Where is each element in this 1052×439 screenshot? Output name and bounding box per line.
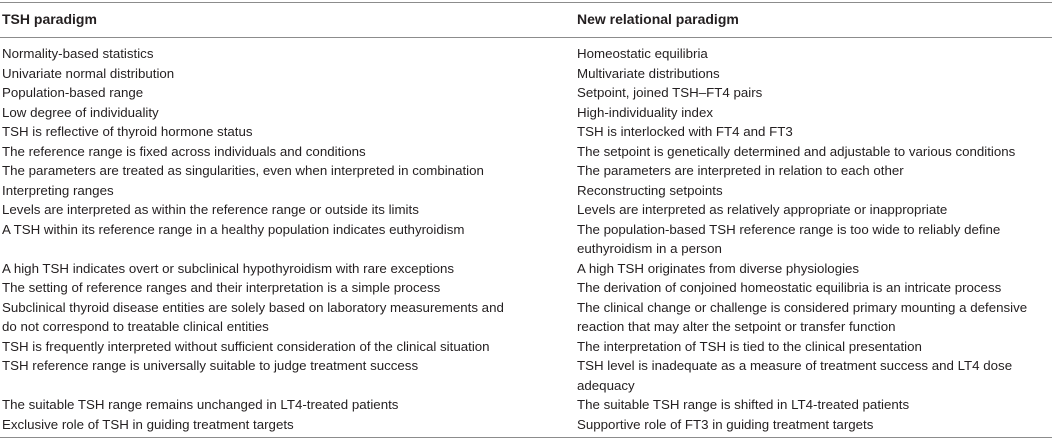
table-header-row [0, 8, 1052, 34]
cell-tsh-paradigm [0, 298, 560, 337]
cell-text: Univariate normal distribution [2, 65, 175, 81]
cell-new-relational-paradigm [577, 181, 1052, 201]
cell-tsh-paradigm [0, 415, 560, 435]
cell-new-relational-paradigm [577, 337, 1052, 357]
cell-text: Normality-based statistics [2, 46, 154, 61]
cell-text: The reference range is fixed across individuals and conditions [2, 143, 366, 159]
cell-text: Multivariate distributions [577, 65, 720, 81]
cell-new-relational-paradigm [577, 200, 1052, 220]
cell-new-relational-paradigm [577, 161, 1052, 181]
cell-text [2, 239, 560, 259]
table-row [0, 356, 1052, 395]
cell-text: Low degree of individuality [2, 104, 159, 120]
cell-new-relational-paradigm [577, 298, 1052, 337]
cell-new-relational-paradigm [577, 259, 1052, 279]
cell-tsh-paradigm [0, 200, 560, 220]
table-row [0, 83, 1052, 103]
cell-text: The suitable TSH range remains unchanged in LT4-treated patients [2, 397, 399, 412]
cell-text: The parameters are interpreted in relation to each other [577, 163, 904, 178]
cell-text: TSH is interlocked with FT4 and FT3 [577, 124, 793, 139]
table-row [0, 44, 1052, 64]
cell-new-relational-paradigm [577, 103, 1052, 123]
cell-text: Homeostatic equilibria [577, 46, 708, 61]
cell-text: A TSH within its reference range in a healthy population indicates euthyroidism [2, 221, 465, 237]
cell-tsh-paradigm [0, 356, 560, 395]
cell-new-relational-paradigm [577, 220, 1052, 259]
cell-text: Levels are interpreted as relatively appropriate or inappropriate [577, 202, 948, 217]
cell-text: The setting of reference ranges and their interpretation is a simple process [2, 280, 441, 295]
cell-new-relational-paradigm [577, 278, 1052, 298]
table-row [0, 103, 1052, 123]
table-top-rule [0, 2, 1052, 3]
cell-new-relational-paradigm [577, 395, 1052, 415]
cell-text: Supportive role of FT3 in guiding treatment targets [577, 416, 874, 432]
cell-new-relational-paradigm [577, 415, 1052, 435]
table-row [0, 298, 1052, 337]
table-row [0, 395, 1052, 415]
cell-text: A high TSH indicates overt or subclinical hypothyroidism with rare exceptions [2, 260, 455, 276]
cell-text: The setpoint is genetically determined and adjustable to various conditions [577, 143, 1016, 159]
cell-text: The suitable TSH range is shifted in LT4-treated patients [577, 397, 910, 412]
cell-text: reaction that may alter the setpoint or transfer function [577, 319, 896, 334]
cell-text: The interpretation of TSH is tied to the clinical presentation [577, 338, 922, 354]
cell-text: The clinical change or challenge is considered primary mounting a defensive [577, 299, 1028, 315]
table-bottom-rule [0, 437, 1052, 438]
column-header-new-relational-paradigm: New relational paradigm [577, 11, 739, 27]
column-header-tsh-paradigm: TSH paradigm [2, 11, 97, 27]
cell-text: euthyroidism in a person [577, 241, 722, 256]
table-body [0, 44, 1052, 434]
table-row [0, 259, 1052, 279]
table-row [0, 161, 1052, 181]
cell-tsh-paradigm [0, 337, 560, 357]
table-row [0, 122, 1052, 142]
cell-new-relational-paradigm [577, 83, 1052, 103]
table-header-rule [0, 37, 1052, 38]
cell-text: A high TSH originates from diverse physiologies [577, 260, 860, 276]
cell-tsh-paradigm [0, 278, 560, 298]
cell-tsh-paradigm [0, 161, 560, 181]
cell-new-relational-paradigm [577, 122, 1052, 142]
cell-text: High-individuality index [577, 104, 713, 120]
cell-new-relational-paradigm [577, 356, 1052, 395]
cell-tsh-paradigm [0, 64, 560, 84]
cell-text: TSH is reflective of thyroid hormone status [2, 124, 253, 139]
cell-text: Exclusive role of TSH in guiding treatment targets [2, 416, 294, 432]
cell-tsh-paradigm [0, 220, 560, 259]
cell-text: Interpreting ranges [2, 182, 114, 198]
cell-text: adequacy [577, 377, 635, 393]
cell-text: Population-based range [2, 85, 144, 100]
cell-tsh-paradigm [0, 44, 560, 64]
cell-new-relational-paradigm [577, 142, 1052, 162]
table-row [0, 337, 1052, 357]
table-row [0, 278, 1052, 298]
cell-text: TSH level is inadequate as a measure of treatment success and LT4 dose [577, 358, 1013, 373]
cell-text: The population-based TSH reference range is too wide to reliably define [577, 221, 1001, 237]
cell-text: TSH is frequently interpreted without sufficient consideration of the clinical situation [2, 338, 490, 354]
cell-text: Subclinical thyroid disease entities are solely based on laboratory measurements and [2, 299, 504, 315]
table-row [0, 64, 1052, 84]
cell-text: do not correspond to treatable clinical entities [2, 319, 269, 334]
cell-text: Levels are interpreted as within the reference range or outside its limits [2, 202, 419, 217]
table-row [0, 200, 1052, 220]
cell-tsh-paradigm [0, 83, 560, 103]
cell-text: The derivation of conjoined homeostatic equilibria is an intricate process [577, 280, 1002, 295]
table-row [0, 142, 1052, 162]
cell-tsh-paradigm [0, 103, 560, 123]
cell-new-relational-paradigm [577, 44, 1052, 64]
table-row [0, 415, 1052, 435]
table-row [0, 220, 1052, 259]
cell-tsh-paradigm [0, 395, 560, 415]
cell-new-relational-paradigm [577, 64, 1052, 84]
cell-text [2, 376, 560, 396]
cell-text: Setpoint, joined TSH–FT4 pairs [577, 85, 763, 100]
cell-tsh-paradigm [0, 142, 560, 162]
cell-text: The parameters are treated as singularities, even when interpreted in combination [2, 163, 484, 178]
cell-tsh-paradigm [0, 259, 560, 279]
cell-text: Reconstructing setpoints [577, 182, 723, 198]
table-row [0, 181, 1052, 201]
cell-tsh-paradigm [0, 122, 560, 142]
cell-text: TSH reference range is universally suitable to judge treatment success [2, 358, 419, 373]
cell-tsh-paradigm [0, 181, 560, 201]
